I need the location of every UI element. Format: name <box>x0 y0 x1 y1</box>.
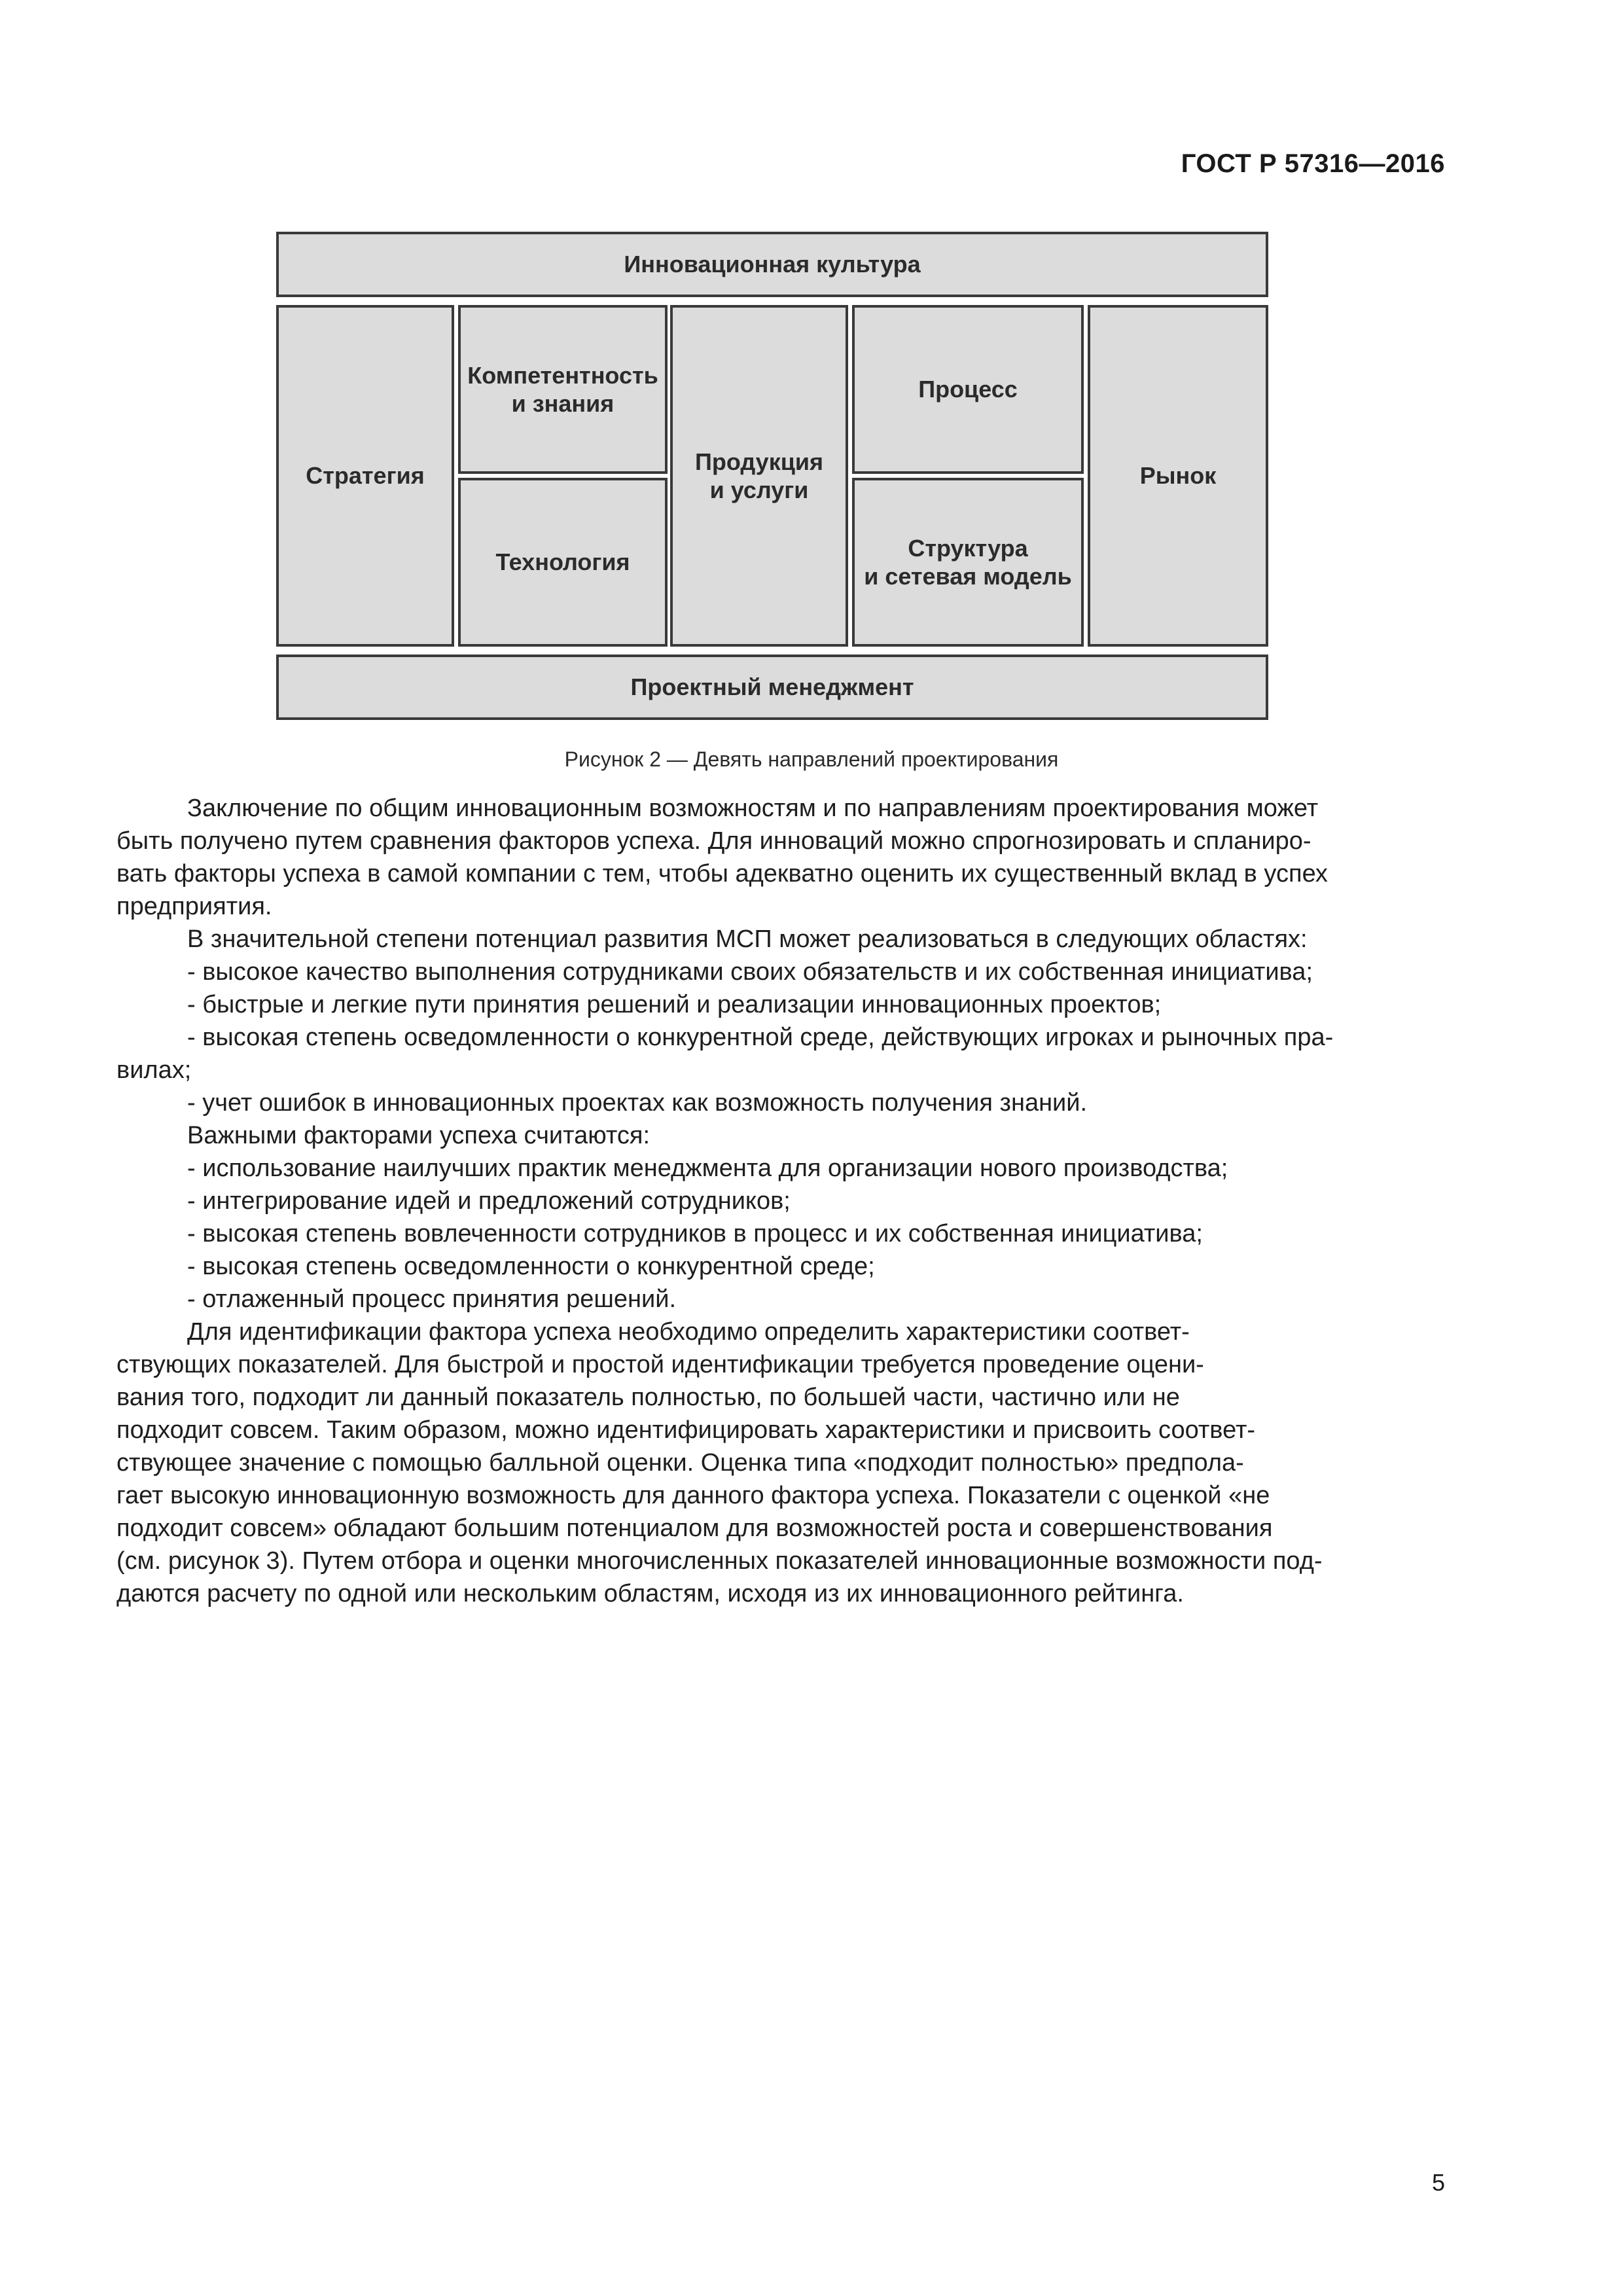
figure-label: Процесс <box>918 376 1018 403</box>
figure-label: Инновационная культура <box>624 251 921 278</box>
figure-caption: Рисунок 2 — Девять направлений проектирования <box>564 747 1059 771</box>
paragraph-line: быть получено путем сравнения факторов успеха. Для инноваций можно спрогнозировать и спланиро- <box>116 827 1311 855</box>
figure-box-project-management <box>276 655 1268 720</box>
list-item: - интегрирование идей и предложений сотрудников; <box>187 1187 791 1215</box>
paragraph-line: ствующих показателей. Для быстрой и простой идентификации требуется проведение оцени- <box>116 1351 1204 1378</box>
figure-box-market <box>1088 305 1268 647</box>
paragraph-line: подходит совсем. Таким образом, можно идентифицировать характеристики и присвоить соответ- <box>116 1416 1256 1444</box>
figure-label: Стратегия <box>306 462 425 490</box>
figure-box-technology <box>458 478 668 647</box>
figure-label: Проектный менеджмент <box>630 673 914 701</box>
page-number: 5 <box>1431 2169 1445 2196</box>
figure-box-structure <box>852 478 1084 647</box>
list-item-continuation: вилах; <box>116 1056 192 1084</box>
list-item: - высокая степень осведомленности о конкурентной среде; <box>187 1253 875 1280</box>
figure-label: и услуги <box>709 476 809 503</box>
list-item: - отлаженный процесс принятия решений. <box>187 1285 677 1313</box>
figure-label: Компетентность <box>467 361 658 389</box>
list-item: - высокая степень осведомленности о конкурентной среде, действующих игроках и рыночных пра- <box>187 1024 1334 1051</box>
figure-box-process <box>852 305 1084 474</box>
paragraph-line: даются расчету по одной или нескольким областям, исходя из их инновационного рейтинга. <box>116 1580 1184 1607</box>
paragraph-line: вать факторы успеха в самой компании с тем, чтобы адекватно оценить их существенный вклад в успех <box>116 860 1328 888</box>
paragraph-line: гает высокую инновационную возможность для данного фактора успеха. Показатели с оценкой «не <box>116 1482 1270 1509</box>
list-item: - использование наилучших практик менеджмента для организации нового производства; <box>187 1155 1228 1182</box>
paragraph-line: Заключение по общим инновационным возможностям и по направлениям проектирования может <box>187 795 1319 822</box>
figure-box-innovation-culture <box>276 232 1268 297</box>
paragraph: Важными факторами успеха считаются: <box>187 1122 651 1149</box>
paragraph-line: Для идентификации фактора успеха необходимо определить характеристики соответ- <box>187 1318 1190 1346</box>
body-text <box>116 792 1440 1610</box>
document-code: ГОСТ Р 57316—2016 <box>1181 149 1445 178</box>
list-item: - высокое качество выполнения сотрудниками своих обязательств и их собственная инициатива; <box>187 958 1313 986</box>
figure-label: Технология <box>495 548 630 576</box>
paragraph-line: (см. рисунок 3). Путем отбора и оценки многочисленных показателей инновационные возможности под- <box>116 1547 1323 1575</box>
paragraph-line: предприятия. <box>116 893 272 920</box>
figure-label: Структура <box>908 534 1028 562</box>
paragraph-line: ствующее значение с помощью балльной оценки. Оценка типа «подходит полностью» предпола- <box>116 1449 1244 1477</box>
figure-box-products <box>670 305 848 647</box>
paragraph-line: вания того, подходит ли данный показатель полностью, по большей части, частично или не <box>116 1384 1180 1411</box>
figure-label: и знания <box>511 390 615 417</box>
paragraph-line: подходит совсем» обладают большим потенциалом для возможностей роста и совершенствования <box>116 1515 1273 1542</box>
list-item: - учет ошибок в инновационных проектах как возможность получения знаний. <box>187 1089 1088 1117</box>
figure-box-competence <box>458 305 668 474</box>
figure-label: Рынок <box>1139 462 1217 490</box>
list-item: - высокая степень вовлеченности сотрудников в процесс и их собственная инициатива; <box>187 1220 1203 1247</box>
figure-label: Продукция <box>695 448 823 475</box>
list-item: - быстрые и легкие пути принятия решений и реализации инновационных проектов; <box>187 991 1162 1018</box>
figure-label: и сетевая модель <box>864 563 1072 590</box>
paragraph: В значительной степени потенциал развития МСП может реализоваться в следующих областях: <box>187 925 1308 953</box>
figure-box-strategy <box>276 305 454 647</box>
